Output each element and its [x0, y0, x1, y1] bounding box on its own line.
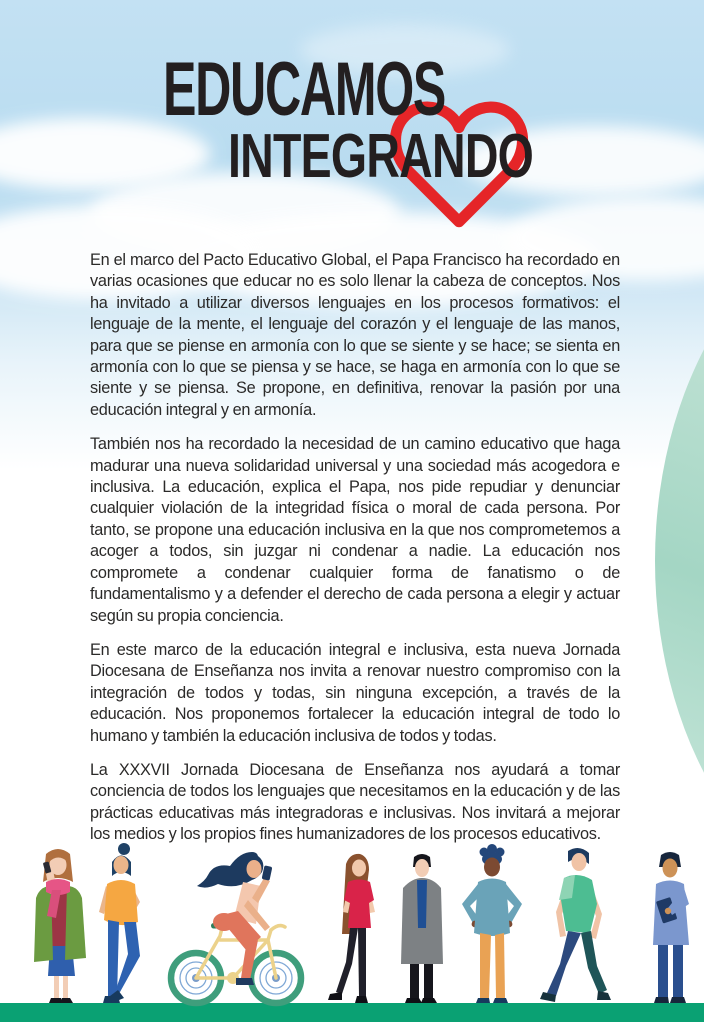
woman-riding-bicycle-figure — [171, 852, 301, 1003]
paragraph-4: La XXXVII Jornada Diocesana de Enseñanza nos ayudará a tomar conciencia de todos los lenguajes que necesitamos en la educación y de las prácticas educativas más integradoras e inclusivas. Nos invitará a mejorar los medios y los propios fines humanizadores de los procesos educativos. — [90, 760, 620, 844]
man-holding-tablet-figure — [653, 852, 689, 1003]
paragraph-1: En el marco del Pacto Educativo Global, el Papa Francisco ha recordado en varias ocasiones que educar no es solo llenar la cabeza de conceptos. Nos ha invitado a utilizar diversos lenguajes en los procesos formativos: el lenguaje de la mente, el lenguaje del corazón y el lenguaje de las manos, para que se piense en armonía con lo que se siente y se hace; se sienta en armonía con lo que se piensa y se hace, se haga en armonía con lo que se siente y se piensa. Se propone, en definitiva, renovar la pasión por una educación integral y en armonía. — [90, 251, 620, 419]
title-line-1: EDUCAMOS — [163, 47, 446, 132]
title-line-2: INTEGRANDO — [228, 122, 534, 191]
paragraph-3: En este marco de la educación integral e inclusiva, esta nueva Jornada Diocesana de Enseñanza nos invita a renovar nuestro compromiso con la integración de todos y todas, sin ninguna excepción, a través de la educación. Nos proponemos fortalecer la educación integral de todo lo humano y también la educación inclusiva de todos y todas. — [90, 640, 620, 745]
man-walking-figure — [540, 848, 611, 1002]
woman-standing-figure — [99, 843, 140, 1003]
ground-strip — [0, 1003, 704, 1022]
paragraph-2: También nos ha recordado la necesidad de un camino educativo que haga madurar una nueva solidaridad universal y una sociedad más acogedora e inclusiva. La educación, explica el Papa, nos pide repudiar y denunciar cualquier violación de la integridad física o moral de cada persona. Por tanto, se propone una educación inclusiva en la que nos comprometemos a acoger a todos, sin juzgar ni condenar a nadie. La educación nos compromete a condenar cualquier forma de fanatismo o de fundamentalismo y a defender el derecho de cada persona a elegir y actuar según su propia conciencia. — [90, 435, 620, 625]
people-illustration — [0, 840, 704, 1022]
woman-in-red-shirt-figure — [328, 854, 375, 1003]
body-text — [90, 250, 620, 859]
woman-talking-on-phone-figure — [34, 849, 86, 1003]
person-hands-on-hips-figure — [462, 844, 522, 1003]
man-in-gray-jacket-figure — [401, 854, 443, 1003]
